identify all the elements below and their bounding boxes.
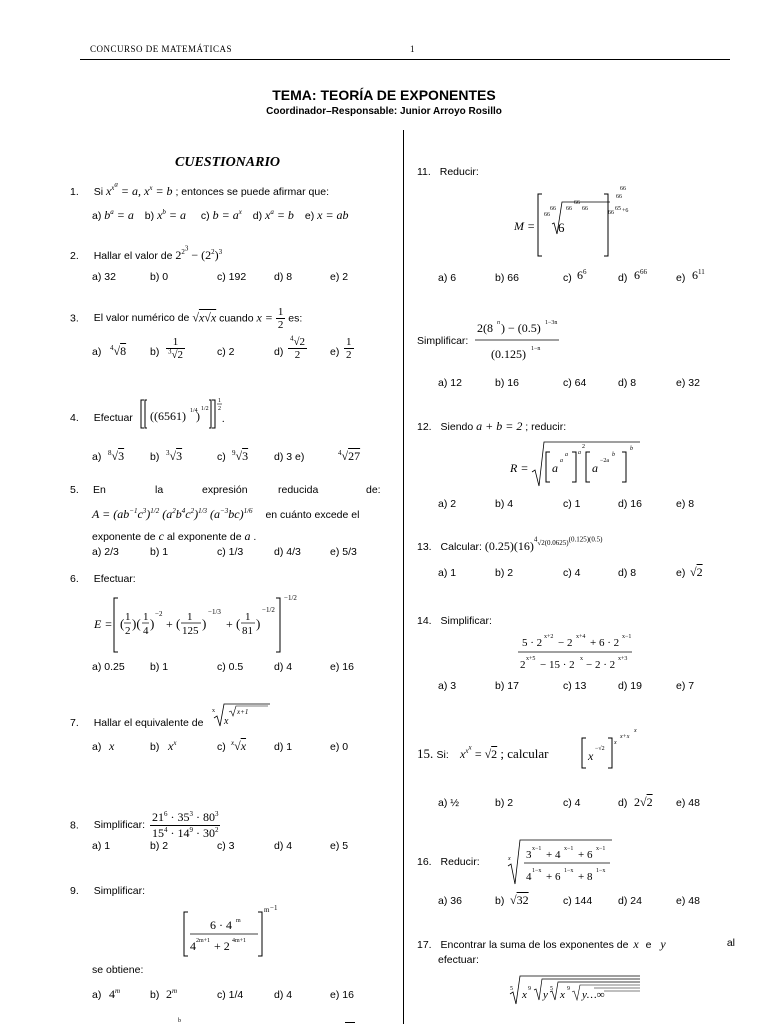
svg-text:−1/3: −1/3 [208,608,221,616]
svg-text:x+2: x+2 [544,634,554,640]
svg-text:2: 2 [520,659,526,671]
svg-text:3: 3 [526,849,532,861]
options-1: a) $b^a = a$ b) $x^b = a$ c) $b = a^x$ d) $x^a = b$ e) x = ab [92,208,349,222]
question-7: 7. Hallar el equivalente de [70,717,204,729]
svg-text:(0.125): (0.125) [491,347,526,361]
section-title: CUESTIONARIO [175,155,281,170]
svg-text:125: 125 [182,625,199,637]
svg-text:m: m [236,918,241,924]
question-14: 14. Simplificar: [417,615,492,627]
svg-text:5 · 2: 5 · 2 [522,637,543,649]
svg-text:1: 1 [187,611,193,623]
options-5: a) 2/3 b) 1 c) 1/3 d) 4/3 e) 5/3 [92,546,357,558]
svg-text:−1/2: −1/2 [284,594,297,602]
formula-9 [182,904,278,960]
svg-text:E =: E = [94,617,113,631]
svg-text:(: ( [176,616,181,631]
svg-text:1/4: 1/4 [190,408,198,414]
svg-text:n: n [497,320,500,326]
svg-text:x+4: x+4 [576,634,586,640]
svg-text:−2a: −2a [600,458,610,464]
svg-text:66: 66 [566,206,572,212]
svg-text:x: x [588,749,594,763]
svg-text:1−x: 1−x [532,868,542,874]
question-12: 12. Siendo a + b = 2 ; reducir: [417,419,567,433]
question-8: 8. Simplificar: $\frac{21^6 \cdot 35^3 \cdot 80^3}{15^4 \cdot 14^9 \cdot 30^2}$ [70,810,219,840]
header-rule [80,59,730,60]
question-11: 11. Reducir: [417,166,479,178]
svg-text:1: 1 [245,611,251,623]
question-6: 6. Efectuar: [70,573,136,585]
formula-15 [580,728,650,770]
svg-text:y…∞: y…∞ [582,989,605,1001]
svg-text:x: x [560,989,565,1001]
question-13: 13. Calcular: $(0.25)(16)^{^4√2(0.0625)^{(0.125)(0.5)}}$ [417,535,603,553]
svg-text:x: x [580,656,583,662]
svg-text:a: a [592,461,598,475]
svg-text:(: ( [120,616,125,631]
svg-text:a: a [578,450,581,456]
cut-off-fragment: b [178,1018,181,1024]
question-4: 4. Efectuar [70,412,133,424]
svg-text:x−1: x−1 [532,846,542,852]
formula-simplificar [475,314,575,368]
question-2: 2. Hallar el valor de $2^{2^3} - (2^2)^3$ [70,244,223,262]
svg-text:1: 1 [143,611,149,623]
svg-text:x−1: x−1 [596,846,606,852]
options-3: a) $^4$√8 b) $\frac{1}{^3√2}$ c) 2 d) $\frac{^4√2}{2}$ e) $\frac{1}{2}$ [92,334,352,361]
svg-text:x: x [508,856,511,862]
svg-text:a: a [552,461,558,475]
svg-text:1/2: 1/2 [201,406,209,412]
formula-6 [94,592,304,656]
svg-text:6 · 4: 6 · 4 [210,918,232,932]
svg-text:x: x [614,740,617,746]
svg-text:5: 5 [510,986,513,992]
question-3: 3. El valor numérico de √x√x cuando x = $\frac{1}{2}$ es: [70,306,303,331]
svg-text:1: 1 [218,398,221,404]
question-5-line3: exponente de c al exponente de a . [92,529,257,543]
svg-text:2: 2 [582,444,585,450]
svg-text:2: 2 [218,406,221,412]
svg-text:1−x: 1−x [564,868,574,874]
svg-text:+ 6 · 2: + 6 · 2 [590,637,620,649]
svg-text:b: b [630,446,633,452]
svg-text:x: x [224,716,229,727]
svg-text:1−3n: 1−3n [545,320,558,326]
options-12: a) 2 b) 4 c) 1 d) 16 e) 8 [438,498,695,510]
svg-text:x: x [212,708,215,714]
formula: $x^{x^a} = a$, $x^x = b$ [105,180,173,198]
svg-text:M =: M = [514,219,536,233]
svg-text:): ) [150,616,155,631]
svg-text:((6561): ((6561) [150,409,186,423]
svg-text:− 2: − 2 [558,637,573,649]
svg-text:1−n: 1−n [531,346,541,352]
question-9: 9. Simplificar: [70,885,146,897]
cut-off-fragment [345,1022,355,1023]
svg-text:66: 66 [582,206,588,212]
svg-text:m: m [264,906,270,914]
header-left: CONCURSO DE MATEMÁTICAS [90,44,233,54]
options-14: a) 3 b) 17 c) 13 d) 19 e) 7 [438,680,695,692]
svg-text:x−1: x−1 [622,634,632,640]
svg-text:81: 81 [242,625,253,637]
svg-text:+ 6: + 6 [546,871,561,883]
svg-text:1: 1 [125,611,131,623]
question-text: ; entonces se puede afirmar que: [175,186,329,198]
svg-text:x: x [522,989,527,1001]
svg-text:6: 6 [558,220,565,235]
formula-12 [508,438,648,488]
options-8: a) 1 b) 2 c) 3 d) 4 e) 5 [92,840,349,852]
svg-text:−2: −2 [155,610,163,618]
svg-text:5: 5 [550,986,553,992]
svg-text:4: 4 [143,625,149,637]
options-2: a) 32 b) 0 c) 192 d) 8 e) 2 [92,271,349,283]
svg-text:2(8: 2(8 [477,321,493,335]
svg-text:4: 4 [526,871,532,883]
question-number: 1. [70,186,79,198]
question-15: 15. Si: $x^{x^x} = √2$ ; calcular [417,743,549,761]
svg-text:x+5: x+5 [526,656,536,662]
svg-text:R =: R = [510,461,529,475]
svg-text:2m+1: 2m+1 [196,938,211,944]
svg-text:65: 65 [615,206,621,212]
svg-text:66: 66 [574,200,580,206]
svg-text:x+1: x+1 [237,708,249,716]
options-simplificar: a) 12 b) 16 c) 64 d) 8 e) 32 [438,377,700,389]
svg-text:.: . [222,414,225,425]
svg-text:b: b [612,452,615,458]
page-number: 1 [410,44,415,54]
svg-text:− 15 · 2: − 15 · 2 [540,659,575,671]
svg-text:x+x: x+x [620,734,630,740]
options-6: a) 0.25 b) 1 c) 0.5 d) 4 e) 16 [92,661,354,673]
formula-14 [518,628,638,674]
svg-text:y: y [543,989,548,1001]
svg-text:+ 6: + 6 [578,849,593,861]
svg-text:+ 2: + 2 [214,939,230,953]
formula-17 [510,972,644,1006]
svg-text:9: 9 [567,986,570,992]
svg-text:4m+1: 4m+1 [232,938,247,944]
svg-text:−1: −1 [270,904,278,912]
formula-11 [512,182,642,262]
svg-text:66: 66 [544,212,550,218]
question-text: Si [93,186,104,198]
svg-text:+ 8: + 8 [578,871,593,883]
page-title: TEMA: TEORÍA DE EXPONENTES [272,87,496,103]
svg-text:66: 66 [620,186,626,192]
svg-text:)(: )( [132,616,141,631]
formula-7 [212,702,272,728]
svg-text:): ) [256,616,261,631]
question-17: 17. Encontrar la suma de los exponentes de x e y al [417,937,735,951]
svg-text:−√2: −√2 [595,746,605,752]
svg-text:2: 2 [125,625,131,637]
svg-text:): ) [202,616,207,631]
svg-text:66: 66 [608,210,614,216]
svg-text:−1/2: −1/2 [262,606,275,614]
svg-text:) − (0.5): ) − (0.5) [501,321,541,335]
svg-text:x−1: x−1 [564,846,574,852]
question-17-line2: efectuar: [438,954,479,966]
svg-text:+: + [166,617,173,631]
formula-4 [140,396,230,432]
svg-text:a: a [560,458,563,464]
svg-text:(: ( [236,616,241,631]
question-5-formula: $A = (ab^{-1}c^3)^{1/2}$ $(a^2b^4c^2)^{1/3}$ $(a^{-3}bc)^{1/6}$ en cuánto excede el [92,507,360,521]
svg-text:1−x: 1−x [596,868,606,874]
question-9-after: se obtiene: [92,964,144,976]
page-subtitle: Coordinador–Responsable: Junior Arroyo Rosillo [266,106,502,117]
question-1 [70,180,329,199]
svg-text:): ) [196,409,200,423]
svg-text:a: a [565,452,568,458]
question-5: 5. En la expresión reducida de: [70,484,381,496]
svg-text:66: 66 [616,194,622,200]
options-4: a) $^8$√3 b) $^3$√3 c) $^9$√3 d) 3 e) $^4$√27 [92,449,361,463]
svg-text:9: 9 [528,986,531,992]
svg-text:+: + [226,617,233,631]
svg-text:− 2 · 2: − 2 · 2 [586,659,616,671]
svg-text:x: x [634,728,637,734]
svg-text:66: 66 [550,206,556,212]
svg-text:+6: +6 [622,208,629,214]
formula-16 [506,838,616,886]
question-simplificar: Simplificar: [417,335,469,347]
svg-text:x+3: x+3 [618,656,628,662]
svg-text:4: 4 [190,939,196,953]
svg-text:+ 4: + 4 [546,849,561,861]
question-16: 16. Reducir: [417,856,480,868]
column-divider [403,130,404,1024]
